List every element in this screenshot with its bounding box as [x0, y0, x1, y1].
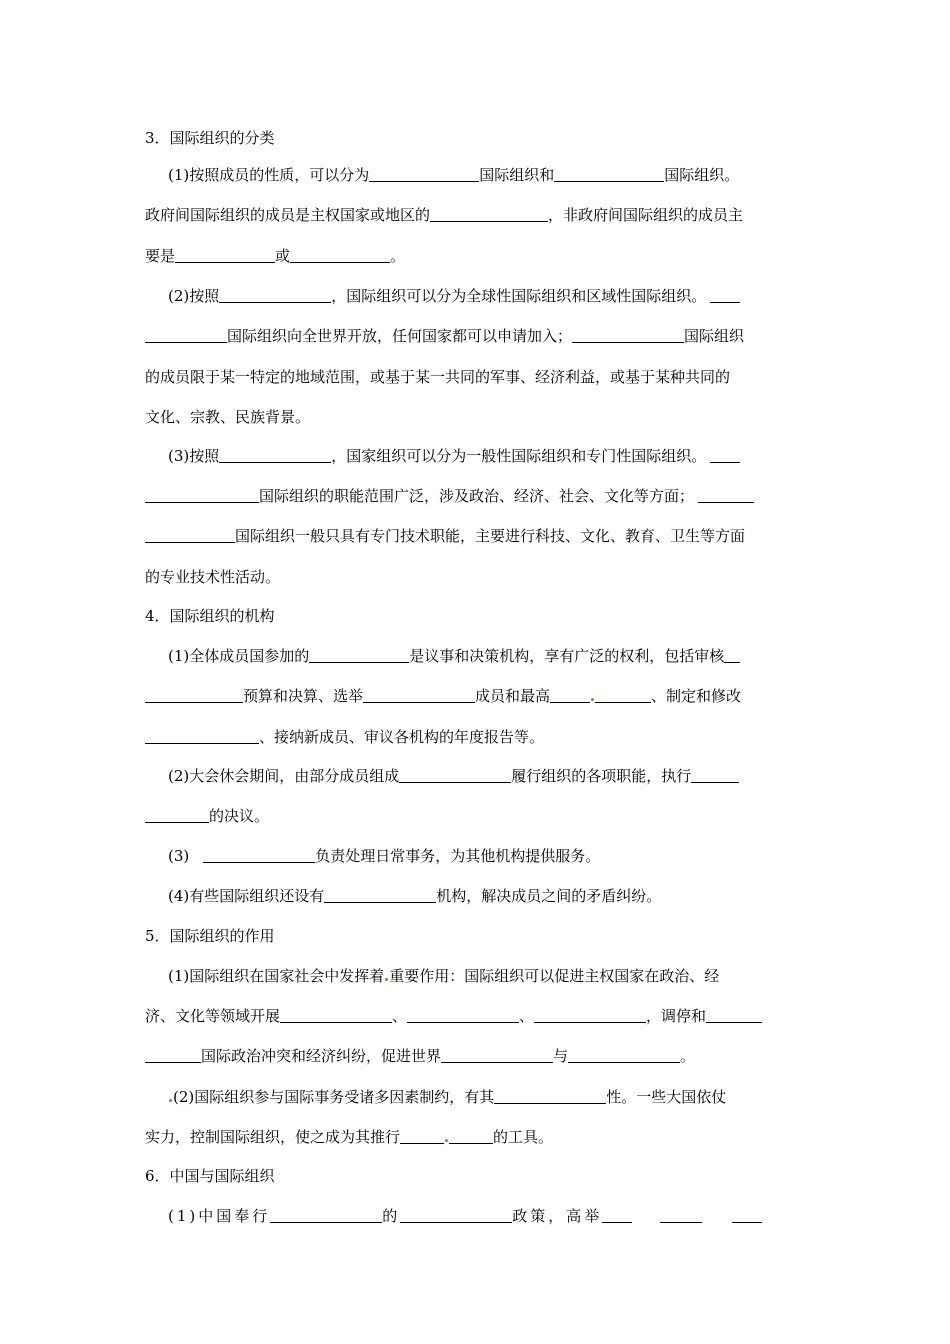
- text: (4)有些国际组织还设有: [168, 887, 325, 905]
- blank[interactable]: [399, 772, 511, 783]
- section-6-title-text: 6．中国与国际组织: [145, 1167, 275, 1185]
- blank[interactable]: [369, 171, 479, 182]
- text: 国际组织的职能范围广泛，涉及政治、经济、社会、文化等方面；: [259, 487, 695, 505]
- text: 或: [275, 247, 291, 265]
- blank[interactable]: [407, 1012, 519, 1023]
- blank[interactable]: [710, 292, 740, 303]
- text: 、接纳新成员、审议各机构的年度报告等。: [259, 728, 545, 746]
- blank[interactable]: [602, 1212, 632, 1223]
- text: 政策，高举: [512, 1207, 603, 1225]
- text: 与: [553, 1047, 569, 1065]
- text: 负责处理日常事务，为其他机构提供服务。: [315, 847, 601, 865]
- s3-p2-line1: [168, 284, 950, 308]
- text: 济、文化等领域开展: [145, 1007, 281, 1025]
- section-4-title-text: 4．国际组织的机构: [145, 607, 275, 625]
- s3-p1-line3: [145, 244, 950, 268]
- s5-p1-line1: [168, 964, 950, 988]
- text: (1)中国奉行: [168, 1207, 271, 1225]
- text: 成员和最高: [475, 687, 551, 705]
- text: 国际组织: [684, 327, 745, 345]
- section-3-title: [145, 126, 950, 150]
- blank[interactable]: [145, 733, 259, 744]
- blank[interactable]: [400, 1133, 444, 1144]
- blank[interactable]: [724, 652, 740, 663]
- blank[interactable]: [430, 211, 548, 222]
- blank[interactable]: [145, 492, 259, 503]
- text: 实力，控制国际组织，使之成为其推行: [145, 1128, 401, 1146]
- blank[interactable]: [145, 532, 235, 543]
- blank[interactable]: [145, 812, 209, 823]
- blank[interactable]: [309, 652, 409, 663]
- blank[interactable]: [706, 1012, 762, 1023]
- s5-p2-line1: [168, 1085, 950, 1109]
- blank[interactable]: [554, 171, 664, 182]
- blank[interactable]: [568, 1052, 680, 1063]
- blank[interactable]: [441, 1052, 553, 1063]
- s3-p3-line1: [168, 444, 950, 468]
- s4-p1-line3: [145, 725, 950, 749]
- text: (2)国际组织参与国际事务受诸多因素制约，有其: [173, 1088, 495, 1106]
- blank[interactable]: [324, 892, 436, 903]
- blank[interactable]: [660, 1212, 702, 1223]
- blank[interactable]: [691, 772, 739, 783]
- text: (1)按照成员的性质，可以分为: [168, 166, 370, 184]
- blank[interactable]: [175, 252, 275, 263]
- blank[interactable]: [595, 692, 651, 703]
- s3-p2-line4: [145, 405, 950, 429]
- blank[interactable]: [219, 452, 331, 463]
- blank[interactable]: [203, 852, 315, 863]
- blank[interactable]: [145, 692, 243, 703]
- section-4-title: [145, 604, 950, 628]
- blank[interactable]: [145, 1052, 201, 1063]
- text: (2)大会休会期间，由部分成员组成: [168, 767, 400, 785]
- s3-p1-line1: [168, 163, 950, 187]
- text: 性。一些大国依仗: [606, 1088, 727, 1106]
- text: 文化、宗教、民族背景。: [145, 408, 311, 426]
- s3-p1-line2: [145, 203, 950, 227]
- text: 政府间国际组织的成员是主权国家或地区的: [145, 206, 431, 224]
- s5-p2-line2: [145, 1125, 950, 1149]
- blank[interactable]: [400, 1212, 512, 1223]
- text: ，国家组织可以分为一般性国际组织和专门性国际组织。: [331, 447, 707, 465]
- text: 要是: [145, 247, 176, 265]
- text: (1)全体成员国参加的: [168, 647, 310, 665]
- blank[interactable]: [145, 332, 227, 343]
- section-6-title: [145, 1164, 950, 1188]
- text: 、: [392, 1007, 408, 1025]
- s4-p1-line2: [145, 684, 950, 708]
- text: 的决议。: [209, 807, 270, 825]
- section-5-title: [145, 924, 950, 948]
- s5-p1-line2: [145, 1004, 950, 1028]
- s3-p3-line4: [145, 565, 950, 589]
- text: 。: [390, 247, 406, 265]
- s4-p2-line1: [168, 764, 950, 788]
- text: 机构，解决成员之间的矛盾纠纷。: [436, 887, 662, 905]
- text: 国际政治冲突和经济纠纷，促进世界: [201, 1047, 442, 1065]
- blank[interactable]: [290, 252, 390, 263]
- s3-p2-line3: [145, 365, 950, 389]
- blank[interactable]: [363, 692, 475, 703]
- text: 是议事和决策机构，享有广泛的权利，包括审核: [409, 647, 725, 665]
- blank[interactable]: [280, 1012, 392, 1023]
- blank[interactable]: [494, 1093, 606, 1104]
- s4-p4-line1: [168, 884, 950, 908]
- dot-mark: [445, 1139, 448, 1142]
- s4-p1-line1: [168, 644, 950, 668]
- dot-mark: [591, 698, 594, 701]
- text: (1)国际组织在国家社会中发挥着: [168, 967, 385, 985]
- text: 的: [382, 1207, 401, 1225]
- s4-p2-line2: [145, 804, 950, 828]
- section-5-title-text: 5．国际组织的作用: [145, 927, 275, 945]
- blank[interactable]: [270, 1212, 382, 1223]
- text: 、制定和修改: [651, 687, 742, 705]
- text: 履行组织的各项职能，执行: [511, 767, 692, 785]
- dot-mark: [169, 1099, 172, 1102]
- s6-p1-line1: [168, 1204, 950, 1228]
- text: 预算和决算、选举: [243, 687, 364, 705]
- blank[interactable]: [550, 692, 590, 703]
- text: ，调停和: [646, 1007, 707, 1025]
- s3-p3-line2: [145, 484, 950, 508]
- text: 国际组织向全世界开放，任何国家都可以申请加入；: [227, 327, 573, 345]
- text: 重要作用：国际组织可以促进主权国家在政治、经: [389, 967, 720, 985]
- blank[interactable]: [732, 1212, 762, 1223]
- text: 的专业技术性活动。: [145, 568, 281, 586]
- text: (3): [168, 847, 190, 865]
- text: 国际组织和: [479, 166, 555, 184]
- text: 的成员限于某一特定的地域范围，或基于某一共同的军事、经济利益，或基于某种共同的: [145, 368, 731, 386]
- s4-p3-line1: [168, 844, 950, 868]
- blank[interactable]: [710, 452, 740, 463]
- text: 。: [680, 1047, 696, 1065]
- text: 国际组织。: [664, 166, 740, 184]
- text: (2)按照: [168, 287, 220, 305]
- text: 、: [519, 1007, 535, 1025]
- blank[interactable]: [219, 292, 331, 303]
- text: (3)按照: [168, 447, 220, 465]
- blank[interactable]: [572, 332, 684, 343]
- blank[interactable]: [449, 1133, 493, 1144]
- text: 国际组织一般只具有专门技术职能，主要进行科技、文化、教育、卫生等方面: [235, 527, 746, 545]
- blank[interactable]: [534, 1012, 646, 1023]
- s3-p3-line3: [145, 524, 950, 548]
- s3-p2-line2: [145, 324, 950, 348]
- text: 的工具。: [493, 1128, 554, 1146]
- text: ，国际组织可以分为全球性国际组织和区域性国际组织。: [331, 287, 707, 305]
- dot-mark: [385, 978, 388, 981]
- section-3-title-text: 3．国际组织的分类: [145, 129, 275, 147]
- text: ，非政府间国际组织的成员主: [548, 206, 744, 224]
- s5-p1-line3: [145, 1044, 950, 1068]
- blank[interactable]: [698, 492, 754, 503]
